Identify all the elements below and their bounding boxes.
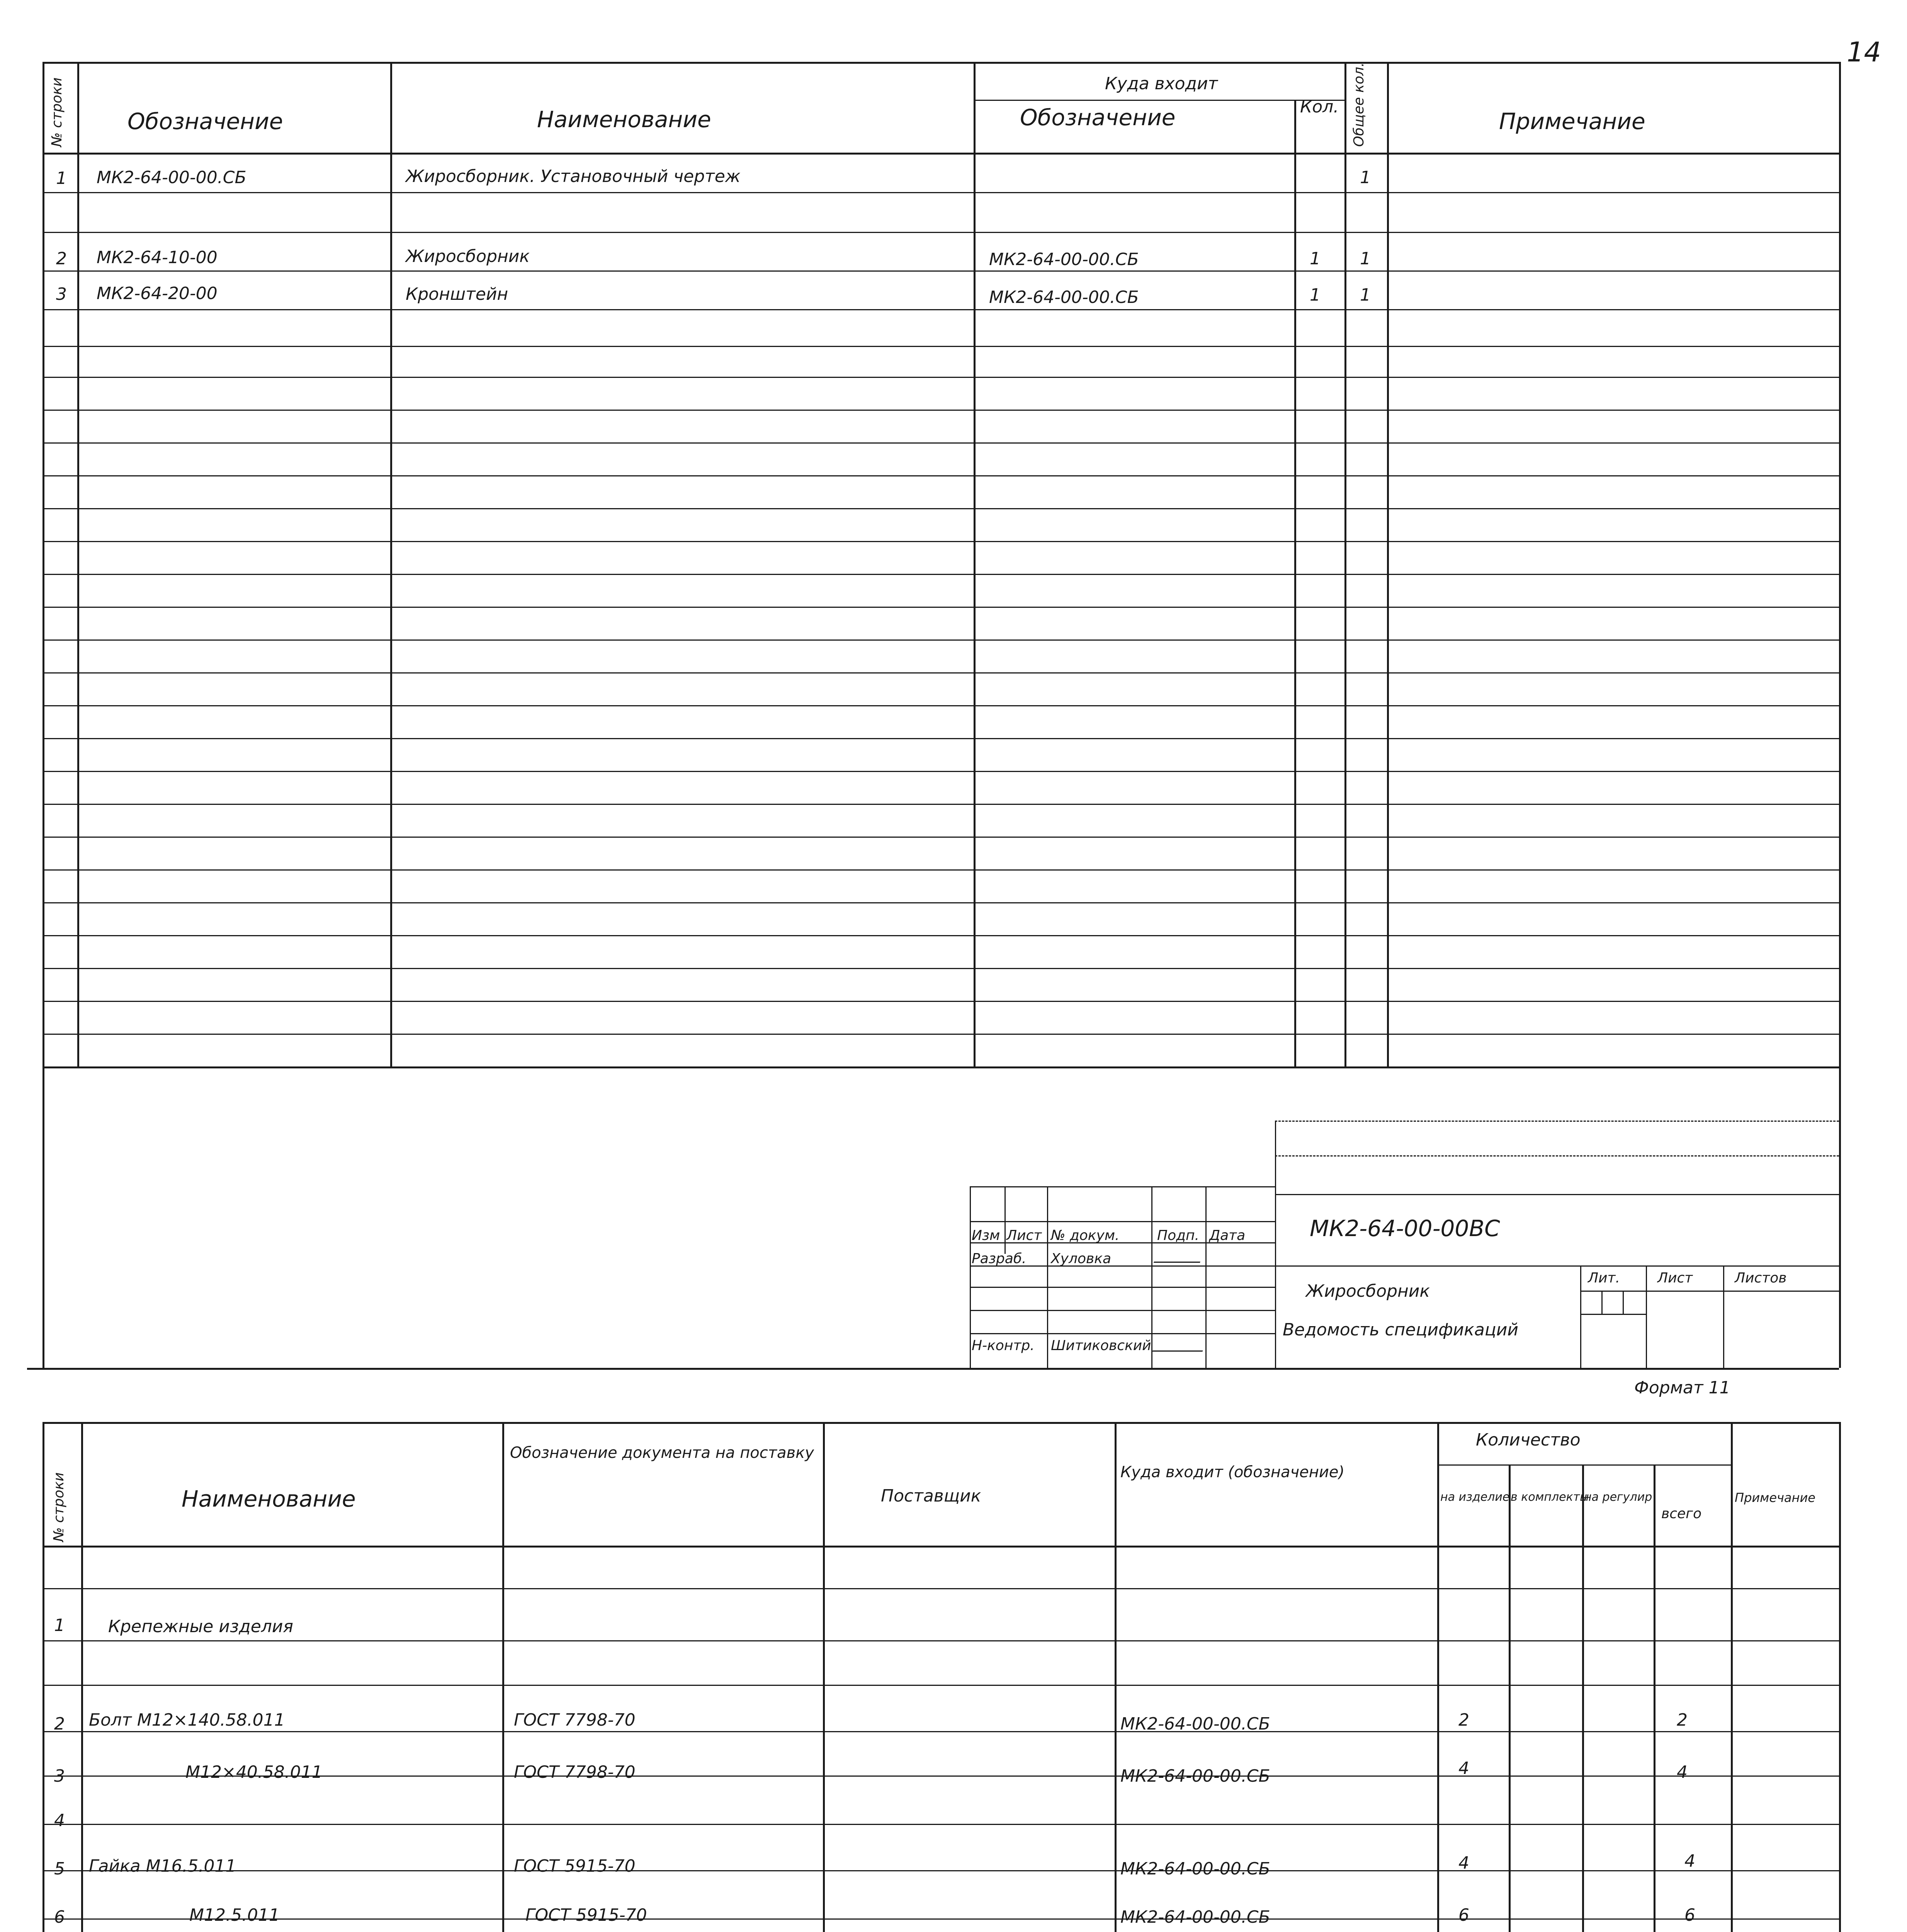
role-norm-control: Н-контр. [972, 1338, 1035, 1354]
row-no: 4 [54, 1811, 65, 1830]
row-no: 2 [54, 1714, 65, 1734]
row-where-used: МК2-64-00-00.СБ [1120, 1859, 1270, 1879]
row-qty: 1 [1310, 249, 1321, 269]
col-date: Дата [1209, 1228, 1246, 1243]
row-total: 6 [1684, 1905, 1695, 1925]
header-name: Наименование [537, 106, 711, 133]
row-qty: 1 [1310, 285, 1321, 305]
header-row-no: № строки [51, 1472, 67, 1542]
header-note: Примечание [1499, 108, 1645, 134]
row-doc: ГОСТ 5915-70 [514, 1856, 636, 1876]
row-total: 4 [1684, 1851, 1695, 1871]
row-total: 2 [1677, 1710, 1688, 1730]
header-q-kits: в комплекты [1511, 1490, 1589, 1504]
lit-label: Лит. [1588, 1270, 1620, 1286]
header-q-per-item: на изделие [1440, 1490, 1510, 1504]
signature [1154, 1254, 1203, 1263]
row-name: Кронштейн [406, 284, 508, 304]
row-per-item: 4 [1458, 1759, 1469, 1778]
row-where-used: МК2-64-00-00.СБ [1120, 1714, 1270, 1734]
row-name: Крепежные изделия [108, 1617, 293, 1636]
header-doc-designation: Обозначение документа на поставку [510, 1444, 814, 1462]
format-label: Формат 11 [1634, 1378, 1730, 1398]
row-no: 5 [54, 1859, 65, 1879]
row-per-item: 6 [1458, 1905, 1469, 1925]
row-designation: МК2-64-00-00.СБ [97, 168, 246, 187]
header-designation: Обозначение [127, 108, 283, 134]
sheets-label: Листов [1735, 1270, 1787, 1286]
row-designation: МК2-64-10-00 [97, 248, 218, 267]
row-where-used: МК2-64-00-00.СБ [989, 287, 1139, 307]
row-no: 6 [54, 1907, 65, 1927]
header-supplier: Поставщик [881, 1486, 981, 1506]
row-name: Жиросборник [406, 247, 530, 266]
col-list: Лист [1006, 1228, 1042, 1243]
row-per-item: 4 [1458, 1853, 1469, 1873]
row-name: Болт М12×140.58.011 [89, 1710, 285, 1730]
header-q-reg: на регулир [1584, 1490, 1652, 1504]
header-qty: Кол. [1300, 97, 1339, 117]
row-doc: ГОСТ 7798-70 [514, 1710, 636, 1730]
row-where-used: МК2-64-00-00.СБ [1120, 1907, 1270, 1927]
document-title: Ведомость спецификаций [1283, 1320, 1518, 1340]
header-quantity: Количество [1476, 1430, 1581, 1450]
row-no: 3 [54, 1766, 65, 1786]
header-note: Примечание [1735, 1490, 1815, 1505]
row-no: 2 [56, 249, 67, 269]
row-total: 1 [1360, 249, 1371, 269]
col-izm: Изм [972, 1228, 1000, 1243]
row-per-item: 2 [1458, 1710, 1469, 1730]
col-sign: Подп. [1157, 1228, 1199, 1243]
row-total: 1 [1360, 168, 1371, 187]
header-q-total: всего [1661, 1506, 1702, 1522]
header-where-used: Куда входит (обозначение) [1120, 1463, 1345, 1481]
signature [1152, 1339, 1208, 1352]
row-no: 1 [56, 168, 67, 188]
page-number: 14 [1847, 36, 1882, 68]
row-total: 4 [1677, 1762, 1688, 1782]
row-name: М12×40.58.011 [185, 1762, 323, 1782]
header-name: Наименование [182, 1486, 356, 1512]
row-total: 1 [1360, 285, 1371, 305]
document-code: МК2-64-00-00ВС [1310, 1215, 1500, 1242]
product-name: Жиросборник [1306, 1281, 1430, 1301]
row-where-used: МК2-64-00-00.СБ [1120, 1766, 1270, 1786]
header-where-used: Куда входит [1105, 74, 1218, 94]
row-doc: ГОСТ 7798-70 [514, 1762, 636, 1782]
header-row-no: № строки [49, 77, 65, 147]
row-name: М12.5.011 [189, 1905, 280, 1925]
role-developer: Разраб. [972, 1251, 1027, 1267]
row-no: 1 [54, 1616, 65, 1635]
row-where-used: МК2-64-00-00.СБ [989, 250, 1139, 269]
row-designation: МК2-64-20-00 [97, 284, 218, 303]
row-name: Жиросборник. Установочный чертеж [406, 167, 741, 186]
header-total-qty: Общее кол. [1351, 62, 1367, 147]
row-no: 3 [56, 284, 67, 304]
row-name: Гайка М16.5.011 [89, 1856, 236, 1876]
col-line [77, 62, 79, 1066]
developer-name: Хуловка [1051, 1251, 1112, 1267]
norm-control-name: Шитиковский [1051, 1338, 1151, 1354]
row-doc: ГОСТ 5915-70 [525, 1905, 647, 1925]
col-doc: № докум. [1051, 1228, 1120, 1243]
sheet-label: Лист [1657, 1270, 1693, 1286]
header-where-used-designation: Обозначение [1020, 104, 1176, 131]
